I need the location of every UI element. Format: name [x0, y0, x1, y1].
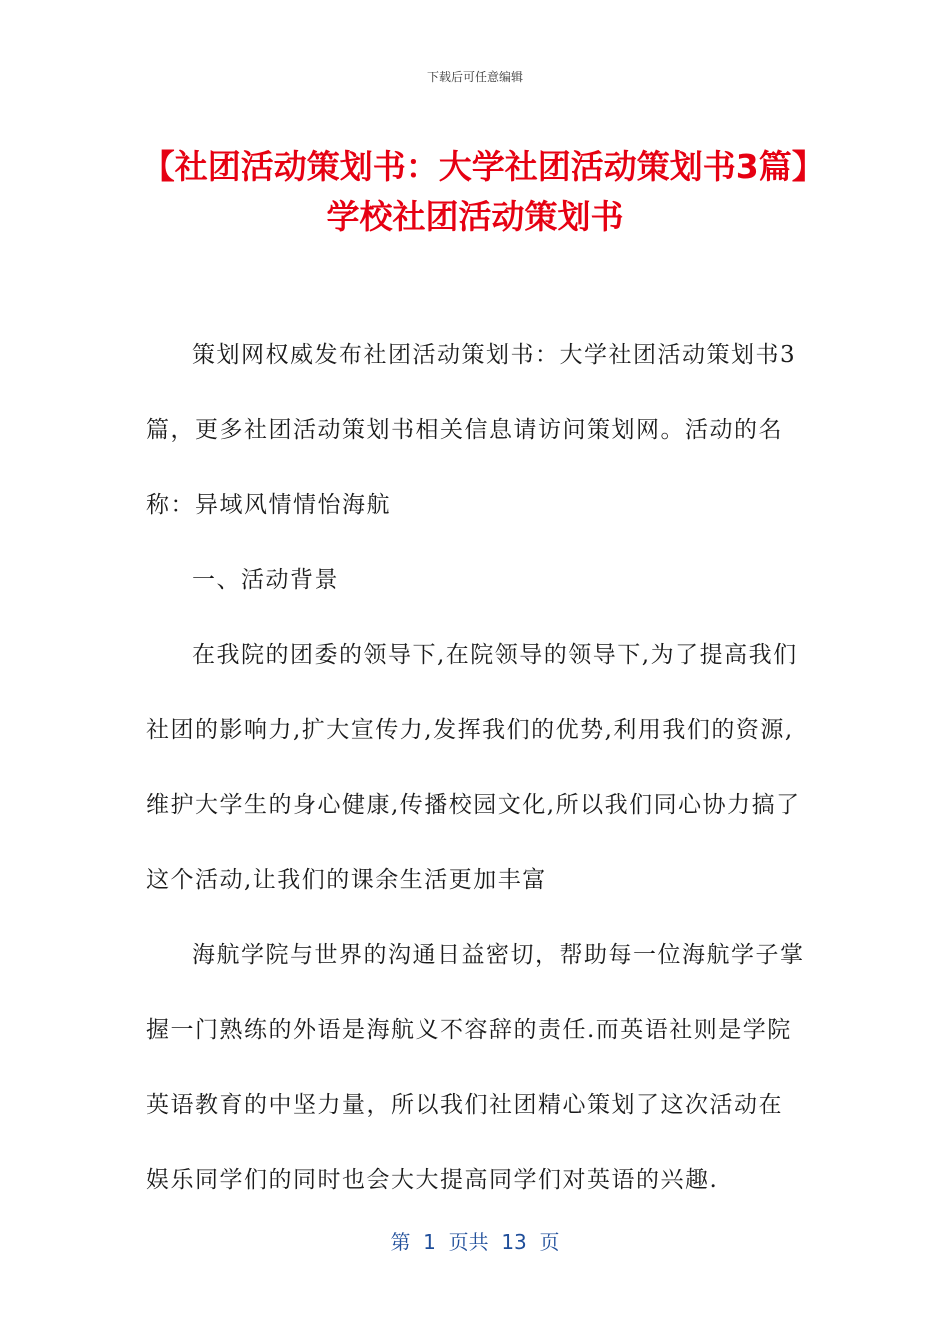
- document-title: 【社团活动策划书：大学社团活动策划书3篇】学校社团活动策划书: [141, 147, 809, 236]
- document-body: [146, 318, 806, 1218]
- page-number-footer: 第 1 页共 13 页: [390, 1230, 560, 1254]
- intro-paragraph: 策划网权威发布社团活动策划书：大学社团活动策划书3篇，更多社团活动策划书相关信息请访问策划网。活动的名称：异域风情情怡海航: [146, 342, 797, 518]
- purpose-paragraph: 海航学院与世界的沟通日益密切，帮助每一位海航学子掌握一门熟练的外语是海航义不容辞的责任.而英语社则是学院英语教育的中坚力量，所以我们社团精心策划了这次活动在娱乐同学们的同时也会大大提高同学们对英语的兴趣.: [146, 942, 805, 1193]
- background-paragraph: 在我院的团委的领导下,在院领导的领导下,为了提高我们社团的影响力,扩大宣传力,发挥我们的优势,利用我们的资源,维护大学生的身心健康,传播校园文化,所以我们同心协力搞了这个活动,让我们的课余生活更加丰富: [146, 642, 801, 893]
- header-note: 下载后可任意编辑: [426, 70, 523, 84]
- section-heading-background: 一、活动背景: [192, 567, 339, 593]
